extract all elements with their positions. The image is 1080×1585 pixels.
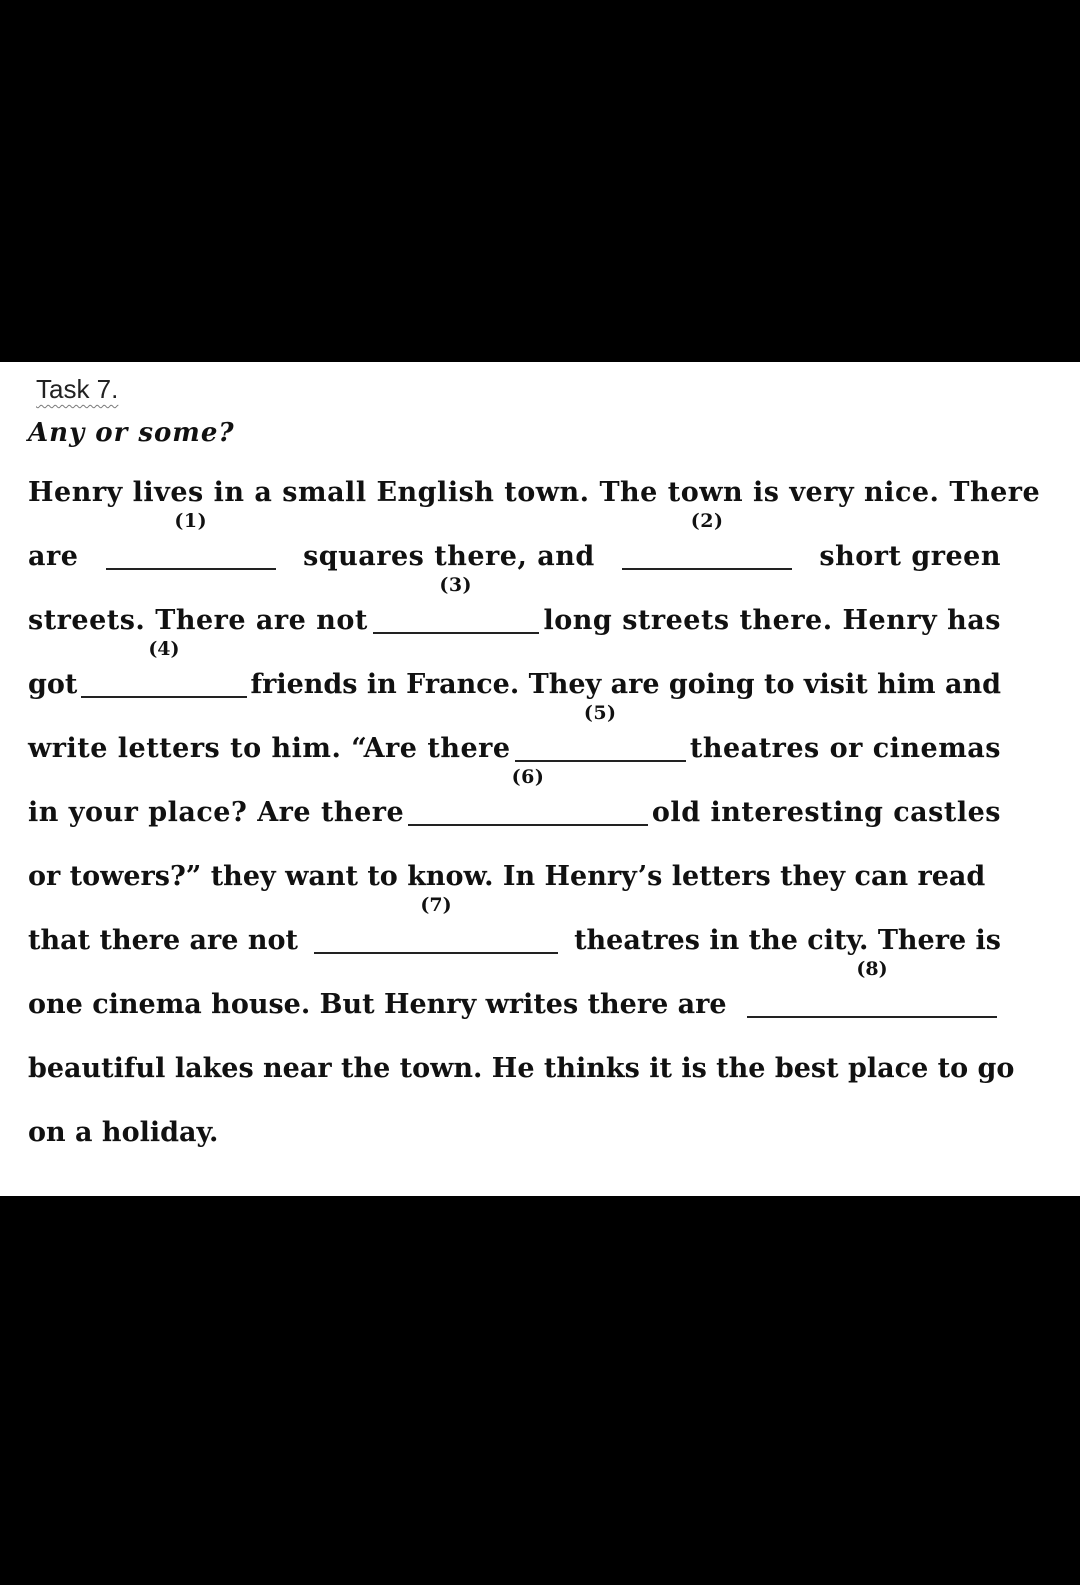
- passage-line-8: [28, 894, 1001, 956]
- passage-line-7: [28, 850, 1001, 890]
- blank-7[interactable]: [314, 894, 558, 954]
- blank-number: (4): [148, 638, 180, 660]
- blank-4[interactable]: [81, 638, 246, 698]
- blank-number: (8): [856, 958, 888, 980]
- passage-text: short green: [819, 541, 1001, 572]
- passage-line-2: [28, 510, 1001, 572]
- blank-1[interactable]: [106, 510, 276, 570]
- blank-5[interactable]: [515, 702, 686, 762]
- task-title: Task 7.: [36, 374, 119, 404]
- worksheet: [0, 362, 1080, 1196]
- passage-text: streets. There are not: [28, 605, 368, 636]
- blank-2[interactable]: [622, 510, 792, 570]
- passage-text: in your place? Are there: [28, 797, 405, 828]
- blank-3[interactable]: [373, 574, 539, 634]
- passage-text: theatres or cinemas: [689, 733, 1001, 764]
- passage-text: or towers?” they want to know. In Henry’s letters they can read: [28, 861, 986, 892]
- task-question: Any or some?: [28, 418, 235, 448]
- passage-text: friends in France. They are going to visit him and: [250, 669, 1001, 700]
- passage-text: write letters to him. “Are there: [28, 733, 511, 764]
- blank-number: (6): [511, 766, 545, 788]
- passage-line-6: [28, 766, 1001, 828]
- blank-number: (2): [690, 510, 724, 532]
- blank-number: (7): [420, 894, 452, 916]
- blank-number: (3): [439, 574, 473, 596]
- passage-text: old interesting castles: [651, 797, 1001, 828]
- passage-line-3: [28, 574, 1001, 636]
- passage-line-5: [28, 702, 1001, 764]
- passage-text: beautiful lakes near the town. He thinks it is the best place to go: [28, 1053, 1015, 1084]
- passage-text: squares there, and: [303, 541, 595, 572]
- passage-text: Henry lives in a small English town. The town is very nice. There: [28, 477, 1041, 508]
- passage-text: on a holiday.: [28, 1117, 219, 1148]
- passage-line-4: [28, 638, 1001, 700]
- passage-text: are: [28, 541, 79, 572]
- blank-6[interactable]: [408, 766, 648, 826]
- passage-text: one cinema house. But Henry writes there are: [28, 989, 727, 1020]
- passage-text: long streets there. Henry has: [543, 605, 1001, 636]
- blank-number: (1): [174, 510, 208, 532]
- passage-line-10: [28, 1042, 1015, 1084]
- passage-line-11: [28, 1106, 1001, 1146]
- passage-text: that there are not: [28, 925, 298, 956]
- blank-number: (5): [583, 702, 617, 724]
- passage-text: theatres in the city. There is: [574, 925, 1001, 956]
- passage-line-9: [28, 958, 1001, 1020]
- blank-8[interactable]: [747, 958, 997, 1018]
- passage-line-1: [28, 466, 1041, 508]
- passage-text: got: [28, 669, 78, 700]
